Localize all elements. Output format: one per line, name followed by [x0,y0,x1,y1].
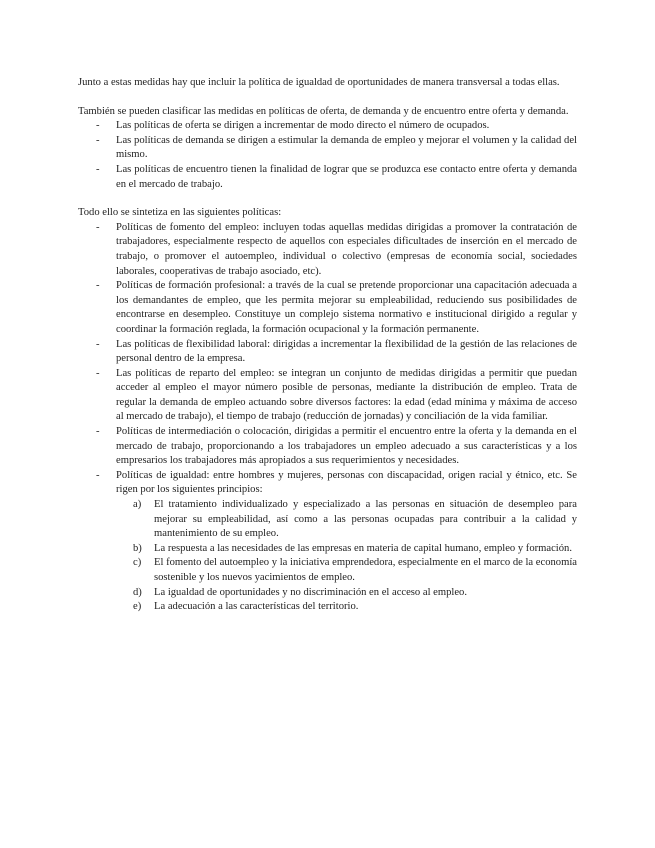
list-item: - Políticas de fomento del empleo: incluyen todas aquellas medidas dirigidas a promover la contratación de trabajadores, especialmente respecto de aquellos con especiales dificultades de inserción en el mercado de trabajo, o promover el autoempleo, individual o colectivo (empresas de economía social, sociedades laborales, cooperativas de trabajo asociado, etc). [78,221,577,279]
principle-marker: b) [133,542,142,554]
principle-item [116,586,577,601]
list-item-text: Políticas de igualdad: entre hombres y mujeres, personas con discapacidad, origen racial y étnico, etc. Se rigen por los siguientes principios: [116,469,577,496]
classification-list [78,119,577,192]
list-item: - Las políticas de oferta se dirigen a incrementar de modo directo el número de ocupados. [78,119,577,134]
list-item: - Las políticas de demanda se dirigen a estimular la demanda de empleo y mejorar el volumen y la calidad del mismo. [78,134,577,163]
principles-list [116,498,577,615]
principle-item [116,542,577,557]
principle-text: La adecuación a las características del territorio. [154,601,359,613]
principle-marker: d) [133,586,142,598]
policies-list [78,221,577,615]
classification-paragraph: También se pueden clasificar las medidas en políticas de oferta, de demanda y de encuentro entre oferta y demanda. [78,105,569,117]
list-item: - Políticas de formación profesional: a través de la cual se pretende proporcionar una capacitación adecuada a los demandantes de empleo, que les permita mejorar su empleabilidad, reduciendo sus posibilidades de encontrarse en desempleo. Constituye un complejo sistema normativo e institucional dirigido a regular y coordinar la formación reglada, la formación ocupacional y la formación permanente. [78,279,577,337]
principle-marker: a) [133,499,142,511]
principle-item [116,556,577,585]
principle-text: La igualdad de oportunidades y no discriminación en el acceso al empleo. [154,586,467,598]
list-item: - Las políticas de flexibilidad laboral: dirigidas a incrementar la flexibilidad de la gestión de las relaciones de personal dentro de la empresa. [78,338,577,367]
list-item: - Políticas de intermediación o colocación, dirigidas a permitir el encuentro entre la oferta y la demanda en el mercado de trabajo, proporcionando a los trabajadores un empleo adecuado a sus características y a los empresarios los trabajadores más apropiados a sus requerimientos y necesidades. [78,425,577,469]
principle-item [116,600,577,615]
list-item [78,469,577,615]
list-item: - Las políticas de encuentro tienen la finalidad de lograr que se produzca ese contacto entre oferta y demanda en el mercado de trabajo. [78,163,577,192]
principle-text: La respuesta a las necesidades de las empresas en materia de capital humano, empleo y formación. [154,542,572,554]
intro-paragraph: Junto a estas medidas hay que incluir la política de igualdad de oportunidades de manera transversal a todas ellas. [78,77,560,88]
list-item: - Las políticas de reparto del empleo: se integran un conjunto de medidas dirigidas a permitir que puedan acceder al empleo el mayor número posible de personas, mediante la distribución de empleo. Trata de regular la demanda de empleo actuando sobre diversos factores: la edad (edad mínima y máxima de acceso al mercado de trabajo), el tiempo de trabajo (reducción de jornadas) y conciliación de la vida familiar. [78,367,577,425]
principle-item [116,498,577,542]
principle-text: El fomento del autoempleo y la iniciativa emprendedora, especialmente en el marco de la economía sostenible y los nuevos yacimientos de empleo. [154,557,577,583]
principle-marker: e) [133,601,142,613]
synthesis-paragraph: Todo ello se sintetiza en las siguientes políticas: [78,207,282,219]
principle-marker: c) [133,557,142,569]
principle-text: El tratamiento individualizado y especializado a las personas en situación de desempleo para mejorar su empleabilidad, así como a las personas ocupadas para contribuir a la calidad y mantenimiento de su empleo. [154,499,577,540]
